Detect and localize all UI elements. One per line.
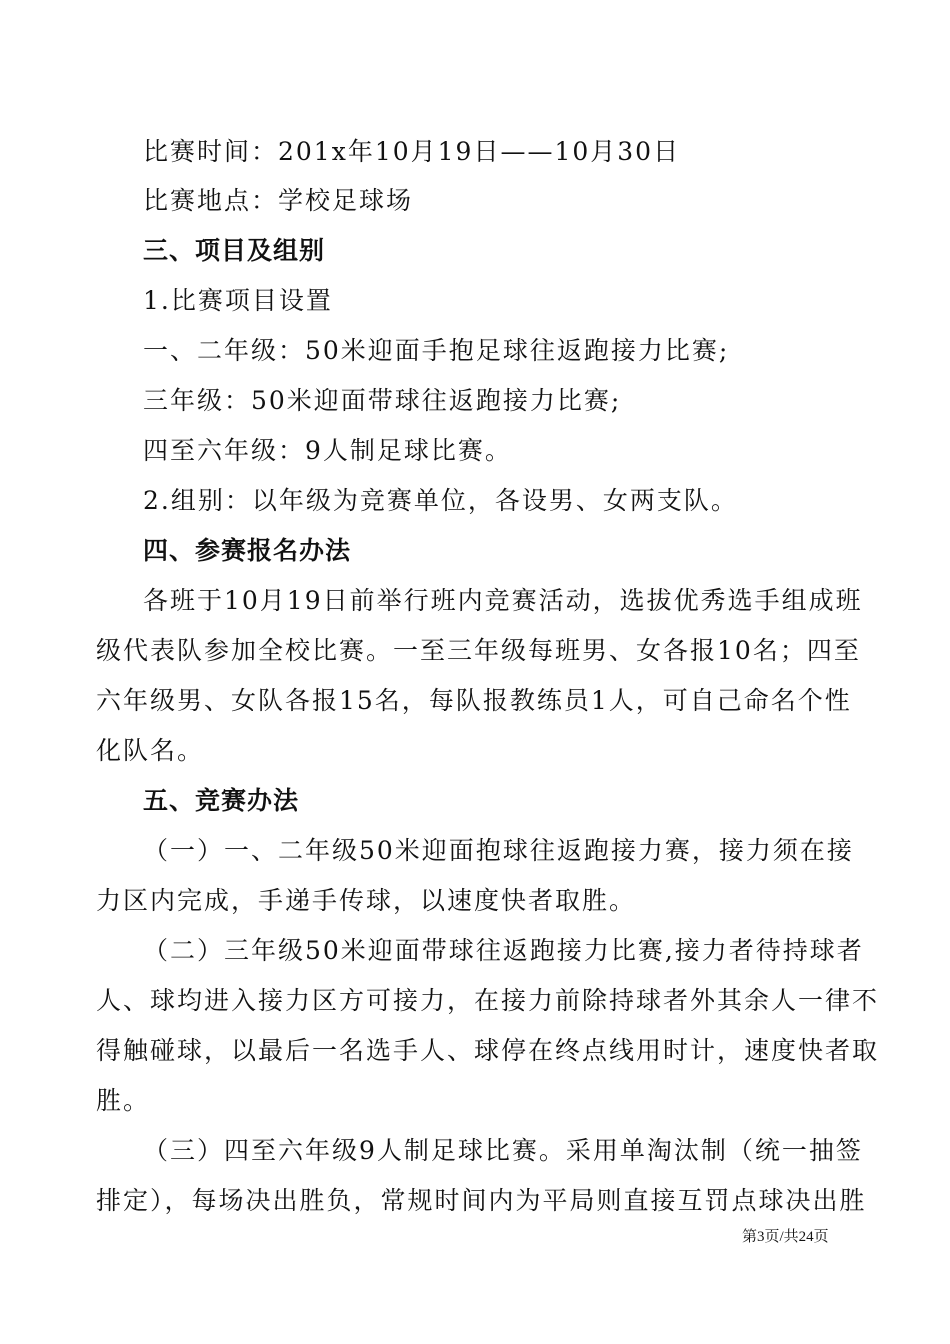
- registration-paragraph-line: 六年级男、女队各报15名，每队报教练员1人，可自己命名个性: [96, 686, 852, 715]
- section-3-heading: 三、项目及组别: [143, 236, 326, 265]
- rule-2-line: 人、球均进入接力区方可接力，在接力前除持球者外其余人一律不: [96, 986, 880, 1015]
- grade-4-6-line: 四至六年级：9人制足球比赛。: [143, 436, 512, 465]
- page-number-footer: 第3页/共24页: [742, 1229, 829, 1245]
- rule-2-line: 得触碰球，以最后一名选手人、球停在终点线用时计，速度快者取: [96, 1036, 880, 1065]
- registration-paragraph-line: 各班于10月19日前举行班内竞赛活动，选拔优秀选手组成班: [143, 586, 863, 615]
- section-4-heading: 四、参赛报名办法: [143, 536, 352, 565]
- rule-2-line: （二）三年级50米迎面带球往返跑接力比赛,接力者待持球者: [143, 936, 864, 965]
- registration-paragraph-line: 级代表队参加全校比赛。一至三年级每班男、女各报10名；四至: [96, 636, 861, 665]
- registration-paragraph-line: 化队名。: [96, 736, 205, 765]
- rule-2-line: 胜。: [96, 1086, 151, 1115]
- match-location-line: 比赛地点：学校足球场: [143, 186, 414, 215]
- rule-1-line: 力区内完成，手递手传球，以速度快者取胜。: [96, 886, 637, 915]
- item-1-line: 1.比赛项目设置: [143, 286, 333, 315]
- section-5-heading: 五、竞赛办法: [143, 786, 300, 815]
- rule-3-line: （三）四至六年级9人制足球比赛。采用单淘汰制（统一抽签: [143, 1136, 863, 1165]
- grade-3-line: 三年级：50米迎面带球往返跑接力比赛;: [143, 386, 622, 415]
- item-2-line: 2.组别：以年级为竞赛单位，各设男、女两支队。: [143, 486, 738, 515]
- rule-1-line: （一）一、二年级50米迎面抱球往返跑接力赛，接力须在接: [143, 836, 854, 865]
- rule-3-line: 排定），每场决出胜负，常规时间内为平局则直接互罚点球决出胜: [96, 1186, 867, 1215]
- match-time-line: 比赛时间：201x年10月19日——10月30日: [143, 137, 681, 166]
- grade-1-2-line: 一、二年级：50米迎面手抱足球往返跑接力比赛;: [143, 336, 730, 365]
